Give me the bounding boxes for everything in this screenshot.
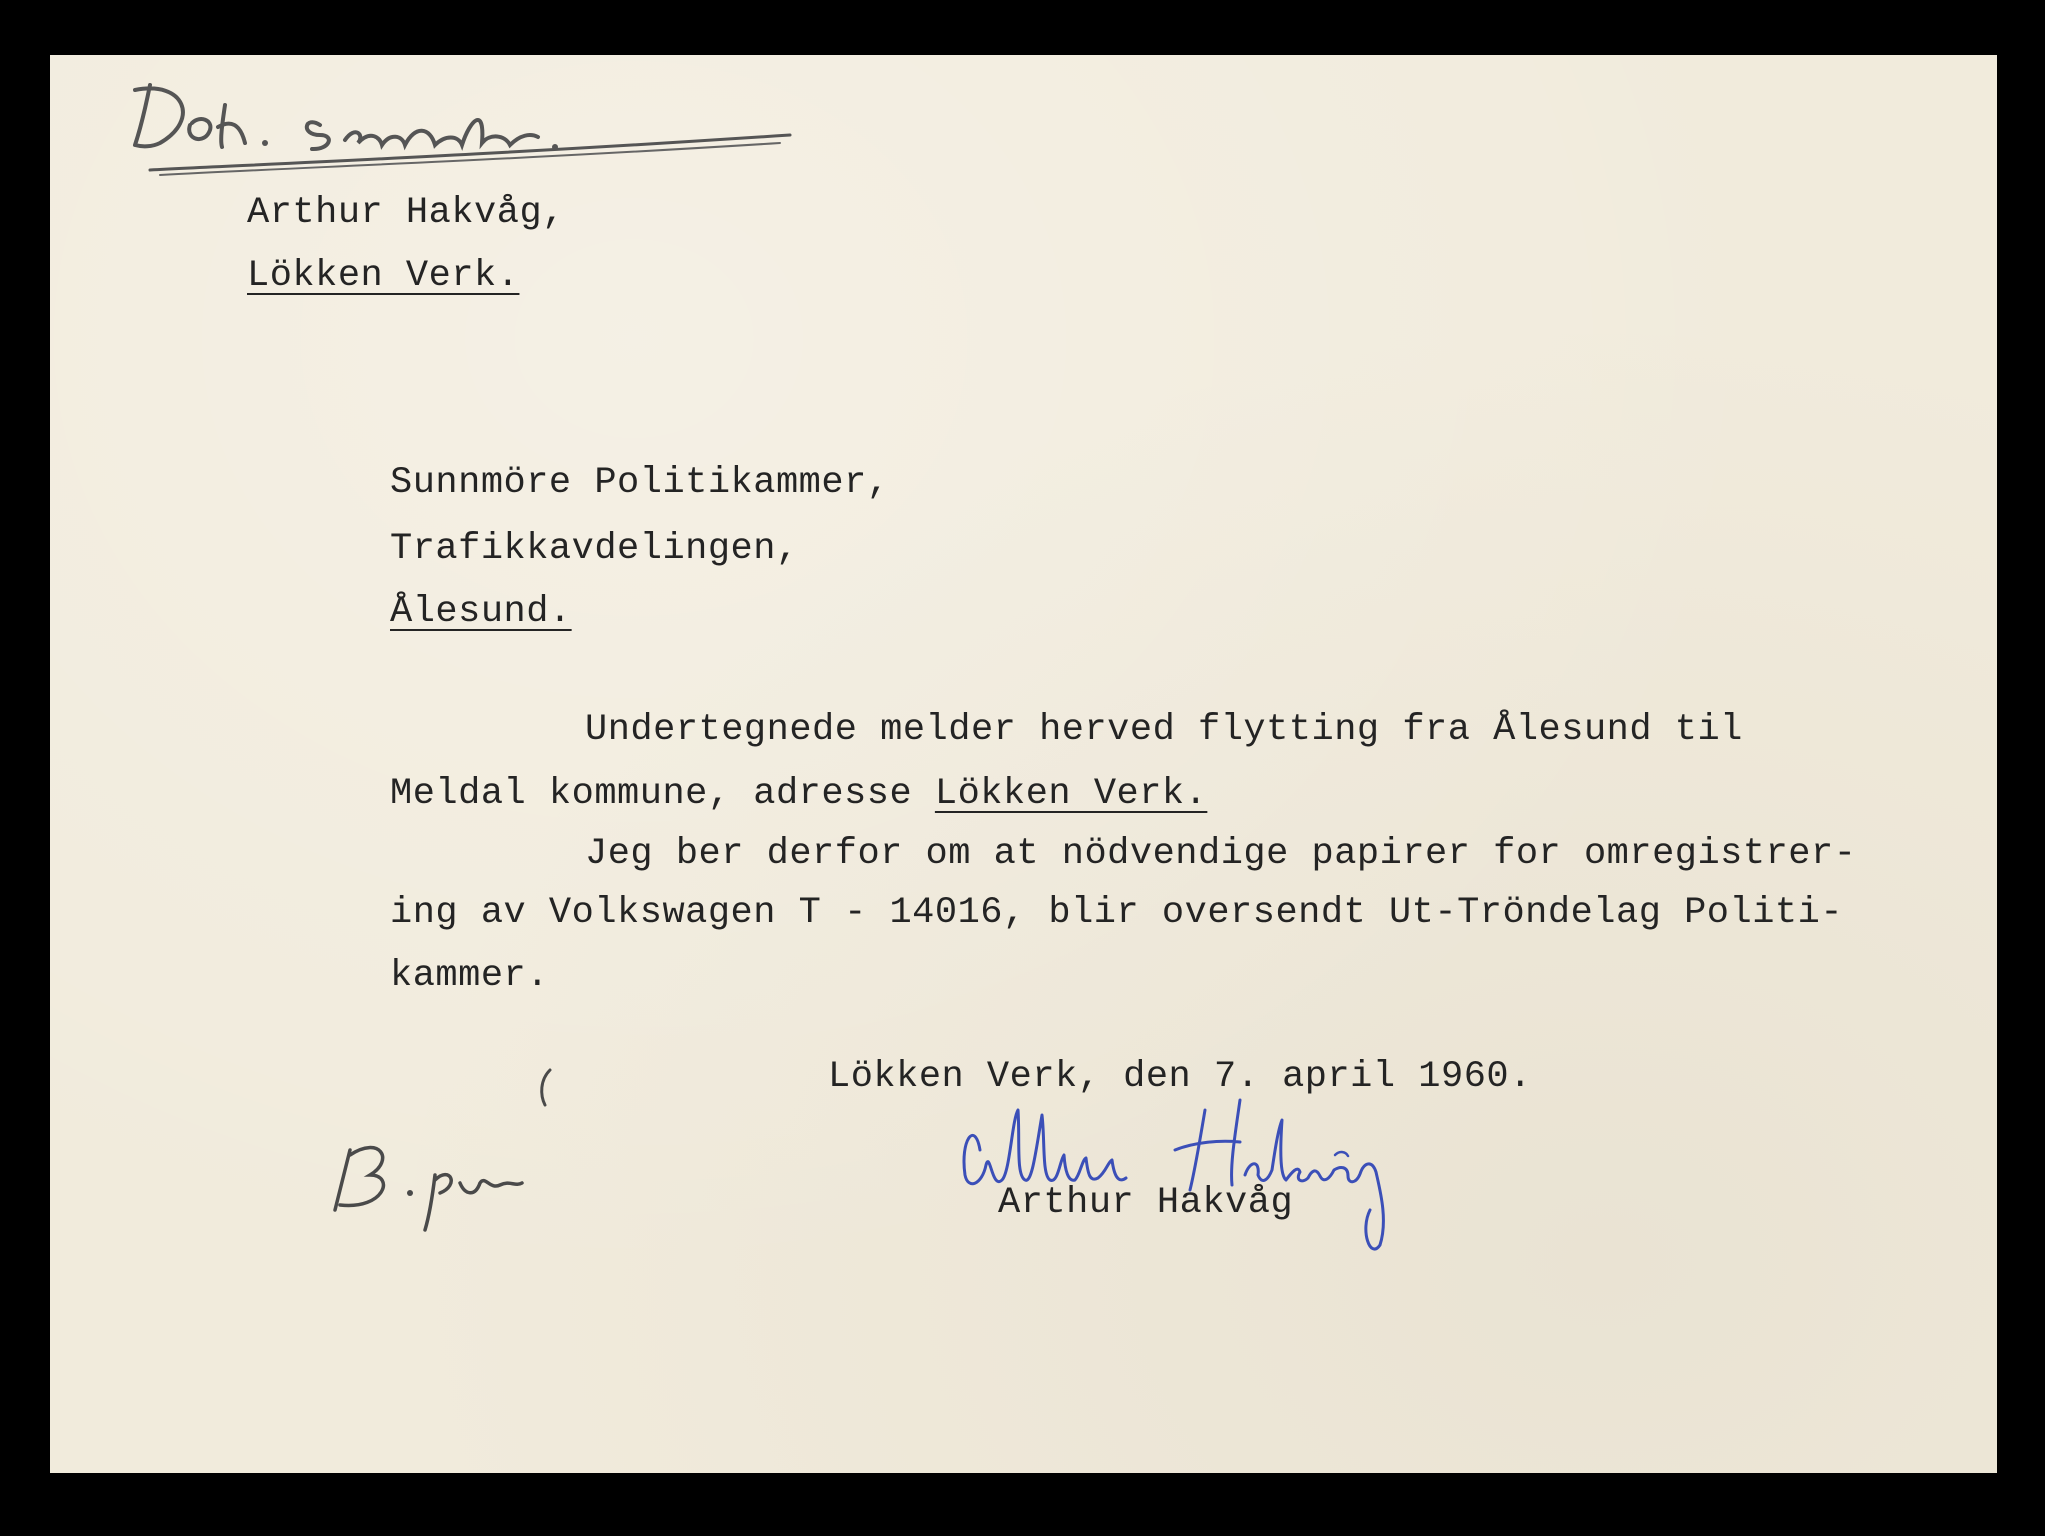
body-line-5: kammer.	[390, 955, 549, 997]
pencil-note-bottom	[300, 1065, 620, 1235]
body-line-3: Jeg ber derfor om at nödvendige papirer for omregistrer-	[585, 833, 1857, 875]
recipient-line-2: Trafikkavdelingen,	[390, 528, 799, 570]
place-date: Lökken Verk, den 7. april 1960.	[828, 1056, 1532, 1098]
pencil-note-top	[90, 65, 810, 185]
body-line-2a: Meldal kommune, adresse	[390, 773, 935, 815]
letter-paper	[50, 55, 1997, 1473]
recipient-line-1: Sunnmöre Politikammer,	[390, 462, 890, 504]
sender-place: Lökken Verk.	[247, 255, 520, 297]
sender-name: Arthur Hakvåg,	[247, 192, 565, 234]
body-line-2b: Lökken Verk.	[934, 773, 1208, 815]
signature-typed: Arthur Hakvåg	[998, 1182, 1294, 1224]
body-line-4: ing av Volkswagen T - 14016, blir oversendt Ut-Tröndelag Politi-	[390, 892, 1844, 934]
body-line-2	[390, 773, 1208, 815]
body-line-1: Undertegnede melder herved flytting fra Ålesund til	[585, 709, 1743, 751]
recipient-line-3: Ålesund.	[390, 591, 572, 633]
